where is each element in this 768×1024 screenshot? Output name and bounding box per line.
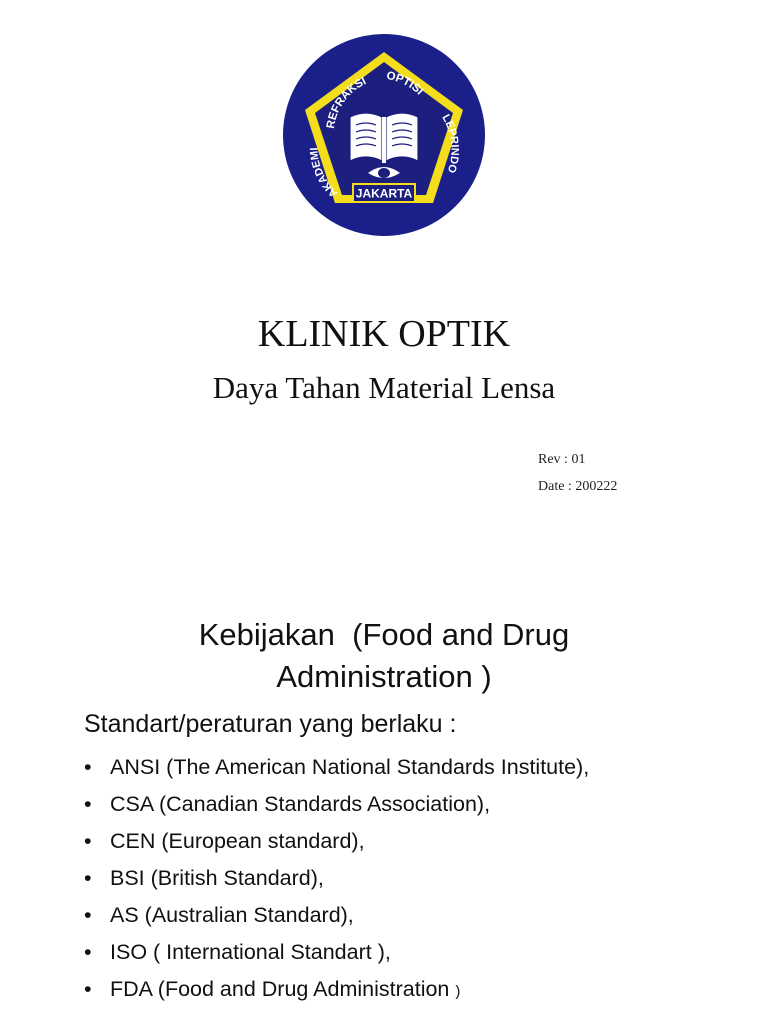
list-item <box>84 971 589 1008</box>
bullet-glyph: • <box>84 829 92 853</box>
page-title: KLINIK OPTIK <box>257 313 511 355</box>
standards-subheading: Standart/peraturan yang berlaku : <box>84 710 457 738</box>
bullet-glyph: • <box>84 940 92 964</box>
list-item-text: FDA (Food and Drug Administration <box>110 977 450 1001</box>
list-item <box>84 823 589 860</box>
logo-text-left: AKADEMI <box>308 147 341 200</box>
list-item-text: BSI (British Standard), <box>110 866 324 890</box>
logo-text-top-right: OPTISI <box>385 69 426 98</box>
bullet-glyph: • <box>84 903 92 927</box>
list-item <box>84 860 589 897</box>
standards-list <box>84 749 589 1008</box>
list-item-text: ISO ( International Standart ), <box>110 940 391 964</box>
logo-text-top-left: REFRAKSI <box>324 75 369 130</box>
content-slide <box>0 600 768 1024</box>
section-heading-line-2: Administration ) <box>276 659 492 694</box>
list-item <box>84 786 589 823</box>
bullet-glyph: • <box>84 755 92 779</box>
page-subtitle: Daya Tahan Material Lensa <box>212 370 556 405</box>
date-label: Date : 200222 <box>538 479 618 494</box>
list-item-text: CSA (Canadian Standards Association), <box>110 792 491 816</box>
section-heading-line-1: Kebijakan (Food and Drug <box>198 617 570 652</box>
list-item-text: CEN (European standard), <box>110 829 365 853</box>
open-book-icon <box>350 113 418 163</box>
list-item-close-paren: ) <box>455 983 461 1000</box>
bullet-glyph: • <box>84 977 92 1001</box>
logo-text-right: LEPRINDO <box>439 112 461 175</box>
section-heading <box>0 614 768 698</box>
bullet-glyph: • <box>84 866 92 890</box>
list-item-text: AS (Australian Standard), <box>110 903 354 927</box>
list-item-text: ANSI (The American National Standards Institute), <box>110 755 590 779</box>
list-item <box>84 749 589 786</box>
list-item <box>84 897 589 934</box>
logo-text-bottom: JAKARTA <box>355 186 413 201</box>
list-item <box>84 934 589 971</box>
revision-label: Rev : 01 <box>538 452 586 467</box>
academy-logo <box>282 33 486 237</box>
bullet-glyph: • <box>84 792 92 816</box>
